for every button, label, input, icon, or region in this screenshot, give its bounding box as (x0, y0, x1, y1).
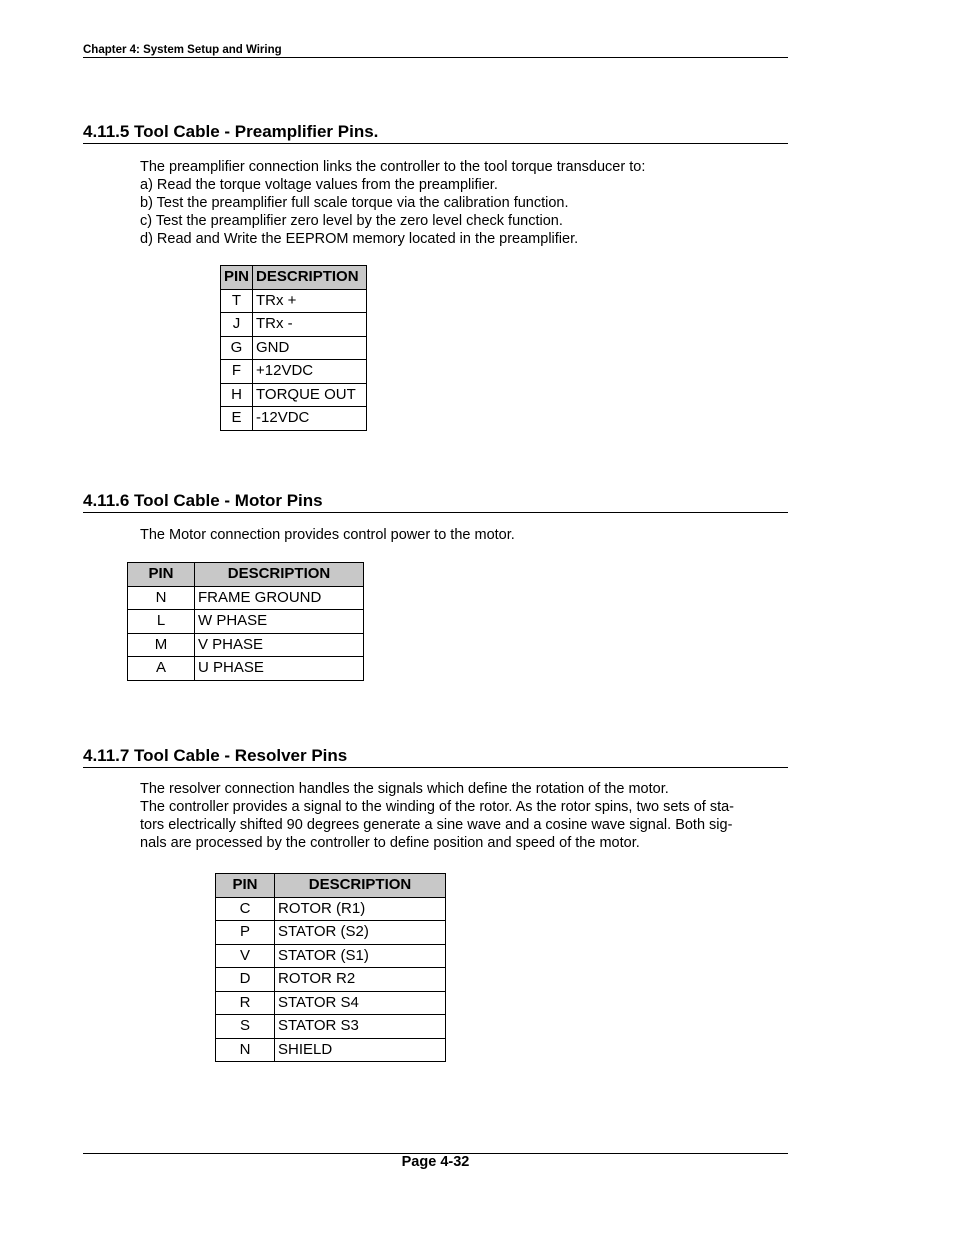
pin-cell: N (128, 586, 195, 610)
table-header-row (221, 266, 367, 290)
table-row (128, 610, 364, 634)
table-row (221, 407, 367, 431)
description-cell: TRx - (253, 313, 367, 337)
resolver-pin-table (215, 873, 446, 1062)
paragraph-line: nals are processed by the controller to define position and speed of the motor. (140, 835, 640, 851)
pin-cell: A (128, 657, 195, 681)
description-column-header: DESCRIPTION (253, 266, 367, 290)
table-row (216, 944, 446, 968)
pin-cell: S (216, 1015, 275, 1039)
description-cell: STATOR (S2) (275, 921, 446, 945)
preamplifier-pin-table (220, 265, 367, 431)
description-cell: V PHASE (195, 633, 364, 657)
section-heading-resolver: 4.11.7 Tool Cable - Resolver Pins (83, 746, 788, 768)
description-cell: TORQUE OUT (253, 383, 367, 407)
table-row (221, 289, 367, 313)
pin-cell: J (221, 313, 253, 337)
paragraph-line: b) Test the preamplifier full scale torque via the calibration function. (140, 195, 569, 211)
description-cell: ROTOR (R1) (275, 897, 446, 921)
paragraph-line: The resolver connection handles the signals which define the rotation of the motor. (140, 781, 669, 797)
paragraph-line: a) Read the torque voltage values from the preamplifier. (140, 177, 498, 193)
table-row (128, 657, 364, 681)
pin-cell: H (221, 383, 253, 407)
pin-cell: E (221, 407, 253, 431)
pin-cell: C (216, 897, 275, 921)
table-row (216, 991, 446, 1015)
pin-cell: G (221, 336, 253, 360)
description-cell: -12VDC (253, 407, 367, 431)
paragraph-line: c) Test the preamplifier zero level by the zero level check function. (140, 213, 563, 229)
table-header-row (128, 563, 364, 587)
table-row (216, 897, 446, 921)
section-heading-preamplifier: 4.11.5 Tool Cable - Preamplifier Pins. (83, 122, 788, 144)
paragraph-line: The Motor connection provides control power to the motor. (140, 527, 515, 543)
table-row (221, 383, 367, 407)
description-cell: FRAME GROUND (195, 586, 364, 610)
description-cell: STATOR (S1) (275, 944, 446, 968)
paragraph-line: The controller provides a signal to the winding of the rotor. As the rotor spins, two sets of sta- (140, 799, 734, 815)
description-cell: TRx + (253, 289, 367, 313)
paragraph-line: d) Read and Write the EEPROM memory located in the preamplifier. (140, 231, 579, 247)
running-head: Chapter 4: System Setup and Wiring (83, 44, 788, 58)
table-row (216, 921, 446, 945)
description-cell: U PHASE (195, 657, 364, 681)
pin-cell: P (216, 921, 275, 945)
section-heading-motor: 4.11.6 Tool Cable - Motor Pins (83, 491, 788, 513)
pin-cell: V (216, 944, 275, 968)
table-header-row (216, 874, 446, 898)
pin-column-header: PIN (216, 874, 275, 898)
pin-column-header: PIN (221, 266, 253, 290)
table-row (221, 336, 367, 360)
description-cell: W PHASE (195, 610, 364, 634)
description-cell: STATOR S4 (275, 991, 446, 1015)
pin-cell: N (216, 1038, 275, 1062)
description-cell: STATOR S3 (275, 1015, 446, 1039)
table-row (216, 1015, 446, 1039)
table-row (221, 360, 367, 384)
pin-cell: D (216, 968, 275, 992)
pin-cell: T (221, 289, 253, 313)
pin-column-header: PIN (128, 563, 195, 587)
table-row (128, 586, 364, 610)
description-cell: GND (253, 336, 367, 360)
resolver-paragraph (140, 780, 780, 852)
preamplifier-paragraph (140, 158, 780, 248)
description-cell: ROTOR R2 (275, 968, 446, 992)
description-column-header: DESCRIPTION (195, 563, 364, 587)
description-cell: +12VDC (253, 360, 367, 384)
pin-cell: R (216, 991, 275, 1015)
table-row (216, 968, 446, 992)
paragraph-line: The preamplifier connection links the controller to the tool torque transducer to: (140, 159, 646, 175)
description-column-header: DESCRIPTION (275, 874, 446, 898)
page-number: Page 4-32 (401, 1154, 470, 1170)
table-row (128, 633, 364, 657)
pin-cell: F (221, 360, 253, 384)
table-row (221, 313, 367, 337)
pin-cell: M (128, 633, 195, 657)
paragraph-line: tors electrically shifted 90 degrees generate a sine wave and a cosine wave signal. Both sig- (140, 817, 733, 833)
motor-paragraph (140, 526, 780, 544)
table-row (216, 1038, 446, 1062)
pin-cell: L (128, 610, 195, 634)
description-cell: SHIELD (275, 1038, 446, 1062)
motor-pin-table (127, 562, 364, 681)
